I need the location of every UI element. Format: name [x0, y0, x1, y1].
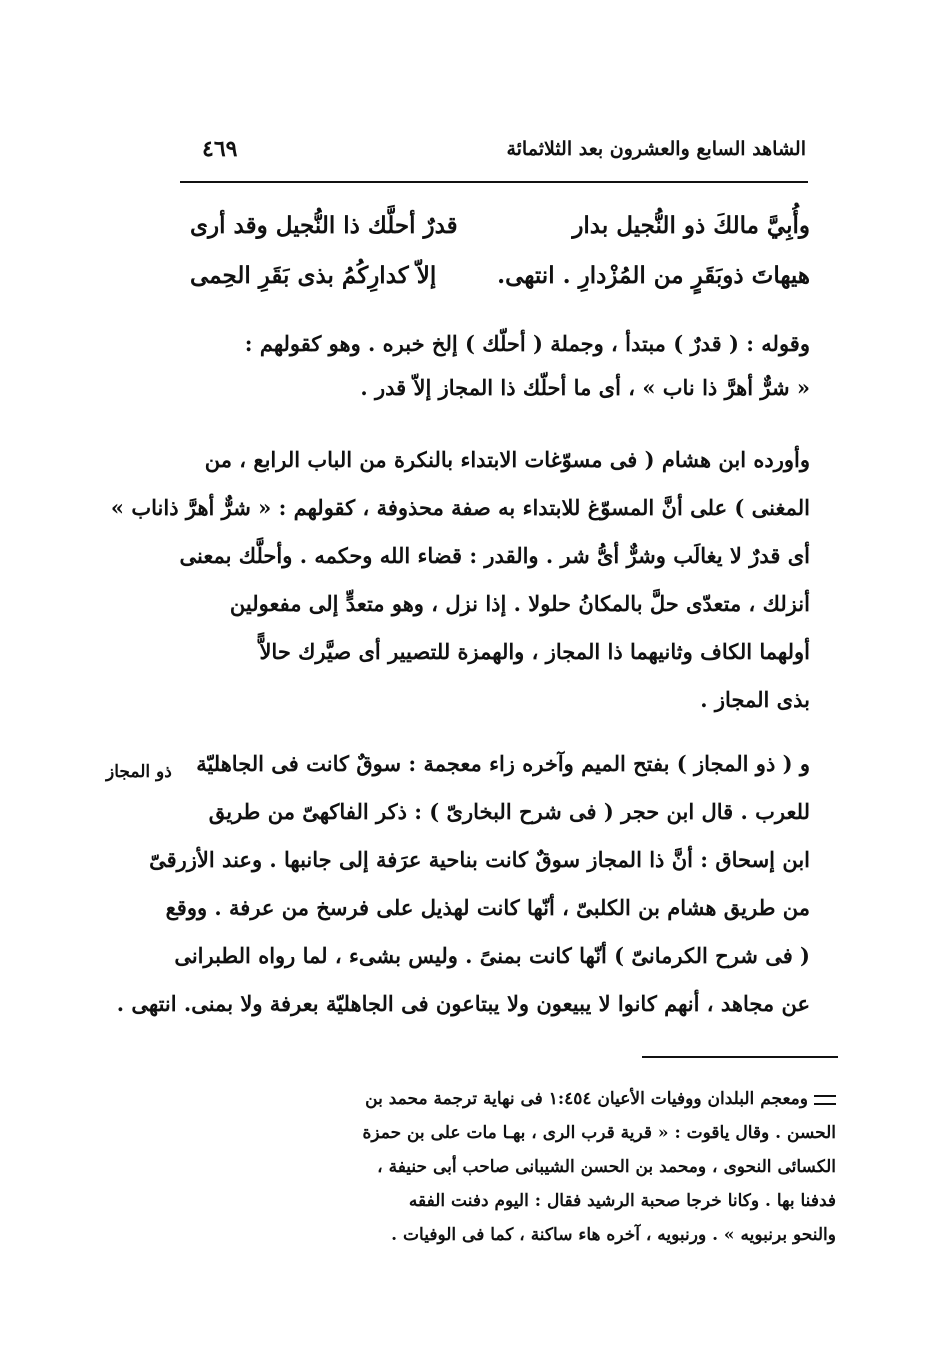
margin-note: ذو المجاز: [106, 762, 172, 782]
footnote-line: [222, 1082, 836, 1116]
text-line: وأورده ابن هشام ( فى مسوّغات الابتداء بالنكرة من الباب الرابع ، من: [204, 447, 810, 472]
text-line: عن مجاهد ، أنهم كانوا لا يبيعون ولا يبتاعون فى الجاهليّة بعرفة ولا بمنى. انتهى .: [116, 991, 810, 1016]
page-header: [180, 132, 806, 178]
verse-second-hemistich: هيهاتَ ذوبَقَرٍ من المُزْدارِ . انتهى.: [497, 261, 810, 289]
footnote-rule: [642, 1056, 838, 1058]
footnote-line: والنحو برنبويه » . ورنبويه ، آخره هاء ساكنة ، كما فى الوفيات .: [391, 1225, 836, 1245]
running-head: الشاهد السابع والعشرون بعد الثلاثمائة: [506, 138, 806, 160]
text-line: المغنى ) على أنَّ المسوّغ للابتداء به صفة محذوفة ، كقولهم : « شرٌّ أهرَّ ذاناب »: [110, 495, 810, 520]
paragraph-grammar: [196, 322, 810, 410]
header-rule: [180, 181, 808, 183]
text-line: أولهما الكاف وثانيهما ذا المجاز ، والهمزة للتصيير أى صيَّرك حالاًّ: [259, 639, 810, 664]
text-line: أى قدرٌ لا يغالَب وشرٌّ أىُّ شر . والقدر : قضاء الله وحكمه . وأحلَّك بمعنى: [179, 543, 810, 568]
text-line: « شرٌّ أهرَّ ذا ناب » ، أى ما أحلّك ذا المجاز إلاّ قدر .: [360, 375, 810, 400]
text-line: من طريق هشام بن الكلبىّ ، أنّها كانت لهذيل على فرسخ من عرفة . ووقع: [165, 895, 810, 920]
page-number: ٤٦٩: [202, 136, 238, 162]
continuation-mark-icon: [814, 1095, 836, 1105]
text-line: وقوله : ( قدرٌ ) مبتدأ ، وجملة ( أحلّك ) إلخ خبره . وهو كقولهم :: [244, 331, 810, 356]
verse-first-hemistich: إلاّ كدارِكُمُ بذى بَقَرِ الحِمى: [190, 261, 437, 289]
footnote-line: الحسن . وقال ياقوت : « قرية قرب الرى ، بهـا مات على بن حمزة: [362, 1123, 836, 1143]
verse-line: [190, 200, 810, 250]
text-line: ( فى شرح الكرمانىّ ) أنّها كانت بمنىً . وليس بشىء ، لما رواه الطبرانى: [174, 943, 810, 968]
paragraph-dhu-al-majaz: [116, 740, 810, 1028]
text-line: ابن إسحاق : أنَّ ذا المجاز سوقٌ كانت بناحية عرَفة إلى جانبها . وعند الأزرقىّ: [149, 847, 810, 872]
verse-line: [190, 250, 810, 300]
footnotes: [222, 1082, 836, 1252]
text-line: أنزلك ، متعدّى حلَّ بالمكانُ حلولا . إذا نزل ، وهو متعدٍّ إلى مفعولين: [229, 591, 810, 616]
footnote-line: الكسائى النحوى ، ومحمد بن الحسن الشيبانى صاحب أبى حنيفة ،: [377, 1157, 836, 1177]
verse-first-hemistich: قدرٌ أحلَّك ذا النُّجيل وقد أرى: [190, 211, 458, 239]
footnote-text: ومعجم البلدان ووفيات الأعيان ١:٤٥٤ فى نهاية ترجمة محمد بن: [365, 1089, 808, 1109]
text-line: بذى المجاز .: [700, 687, 810, 712]
verse-second-hemistich: وأُبِيَّ مالكَ ذو النُّجيل بدار: [572, 211, 810, 239]
text-line: و ( ذو المجاز ) بفتح الميم وآخره زاء معجمة : سوقٌ كانت فى الجاهليّة: [196, 751, 810, 776]
footnote-line: فدفنا بها . وكانا خرجا صحبة الرشيد فقال : اليوم دفنت الفقه: [408, 1191, 836, 1211]
paragraph-ibn-hisham: [110, 436, 810, 724]
text-line: للعرب . قال ابن حجر ( فى شرح البخارىّ ) : ذكر الفاكهىّ من طريق: [208, 799, 810, 824]
verse-block: [190, 200, 810, 300]
